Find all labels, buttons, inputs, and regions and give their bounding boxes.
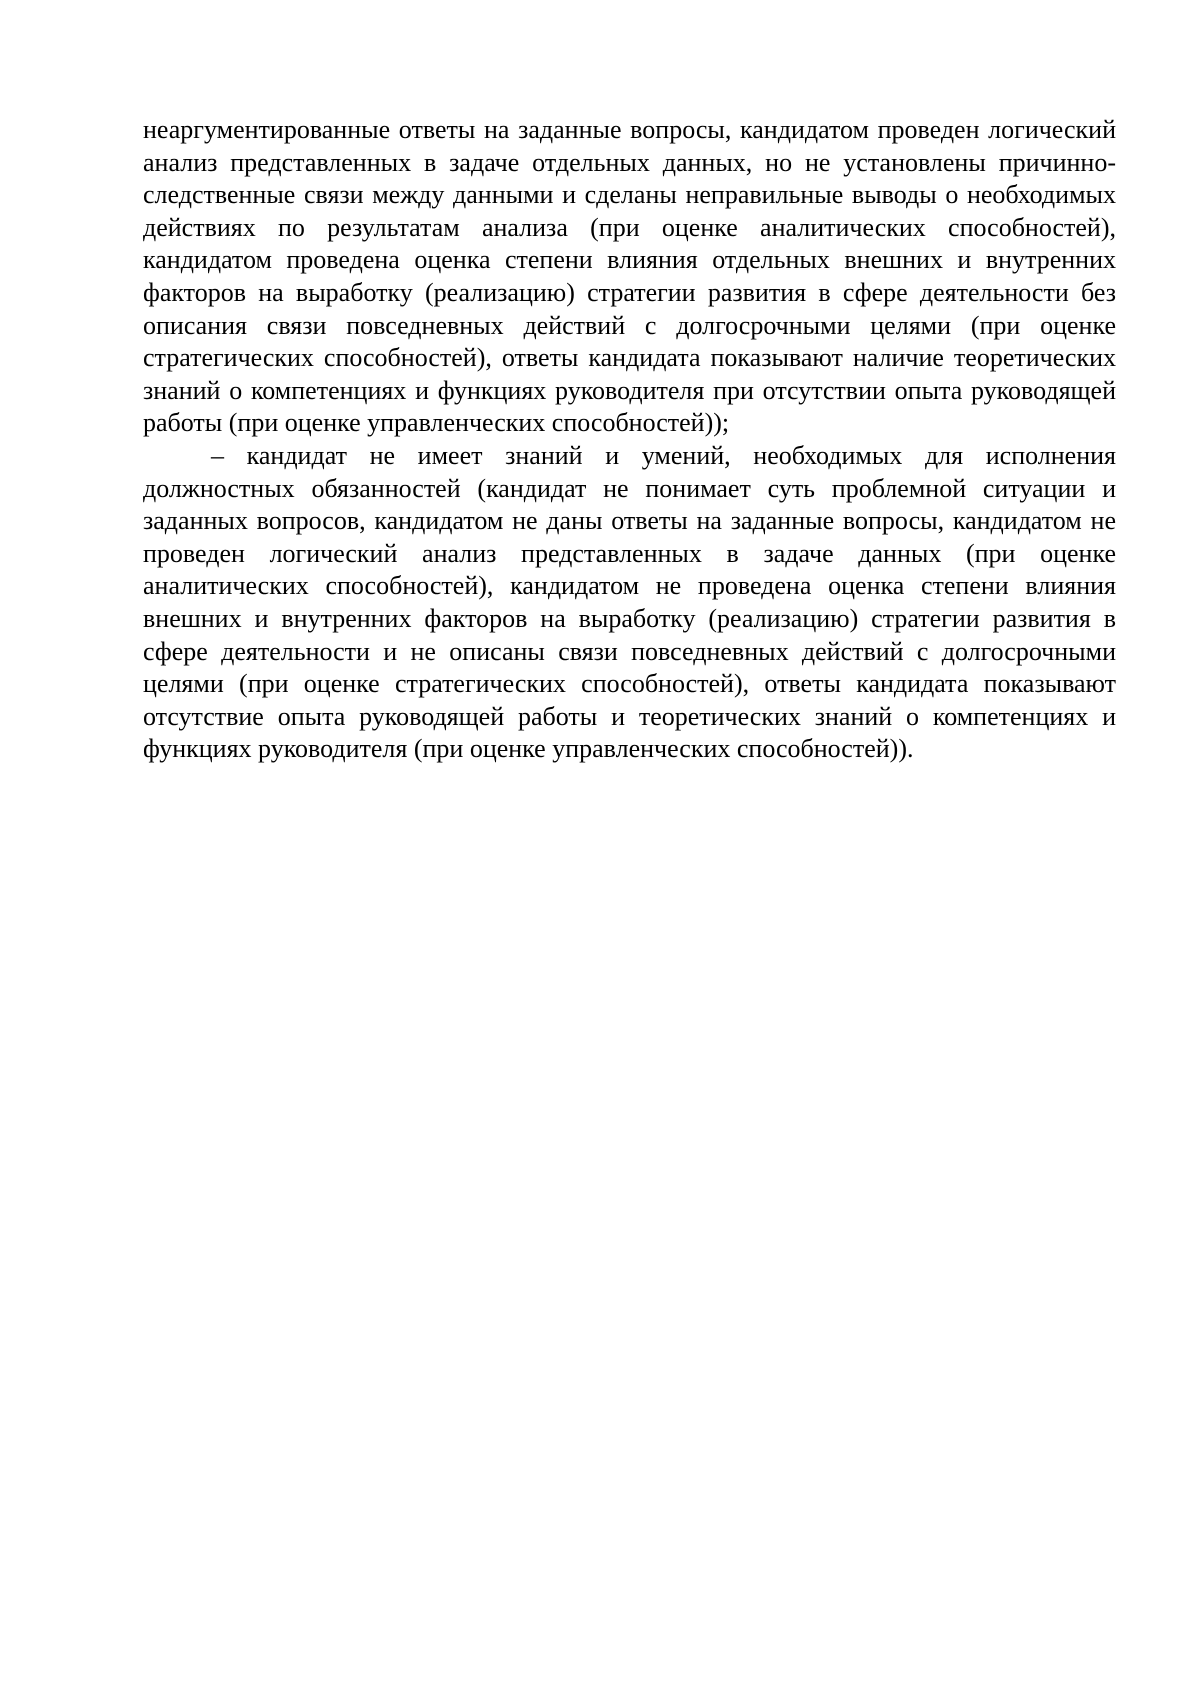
paragraph-continuation: неаргументированные ответы на заданные вопросы, кандидатом проведен логический анализ представленных в задаче отдельных данных, но не установлены причинно-следственные связи между данными и сделаны неправильные выводы о необходимых действиях по результатам анализа (при оценке аналитических способностей), кандидатом проведена оценка степени влияния отдельных внешних и внутренних факторов на выработку (реализацию) стратегии развития в сфере деятельности без описания связи повседневных действий с долгосрочными целями (при оценке стратегических способностей), ответы кандидата показывают наличие теоретических знаний о компетенциях и функциях руководителя при отсутствии опыта руководящей работы (при оценке управленческих способностей)); — [143, 115, 1116, 438]
document-body — [143, 114, 1116, 766]
paragraph-list-item: – кандидат не имеет знаний и умений, необходимых для исполнения должностных обязанностей (кандидат не понимает суть проблемной ситуации и заданных вопросов, кандидатом не даны ответы на заданные вопросы, кандидатом не проведен логический анализ представленных в задаче данных (при оценке аналитических способностей), кандидатом не проведена оценка степени влияния внешних и внутренних факторов на выработку (реализацию) стратегии развития в сфере деятельности и не описаны связи повседневных действий с долгосрочными целями (при оценке стратегических способностей), ответы кандидата показывают отсутствие опыта руководящей работы и теоретических знаний о компетенциях и функциях руководителя (при оценке управленческих способностей)). — [143, 440, 1116, 764]
